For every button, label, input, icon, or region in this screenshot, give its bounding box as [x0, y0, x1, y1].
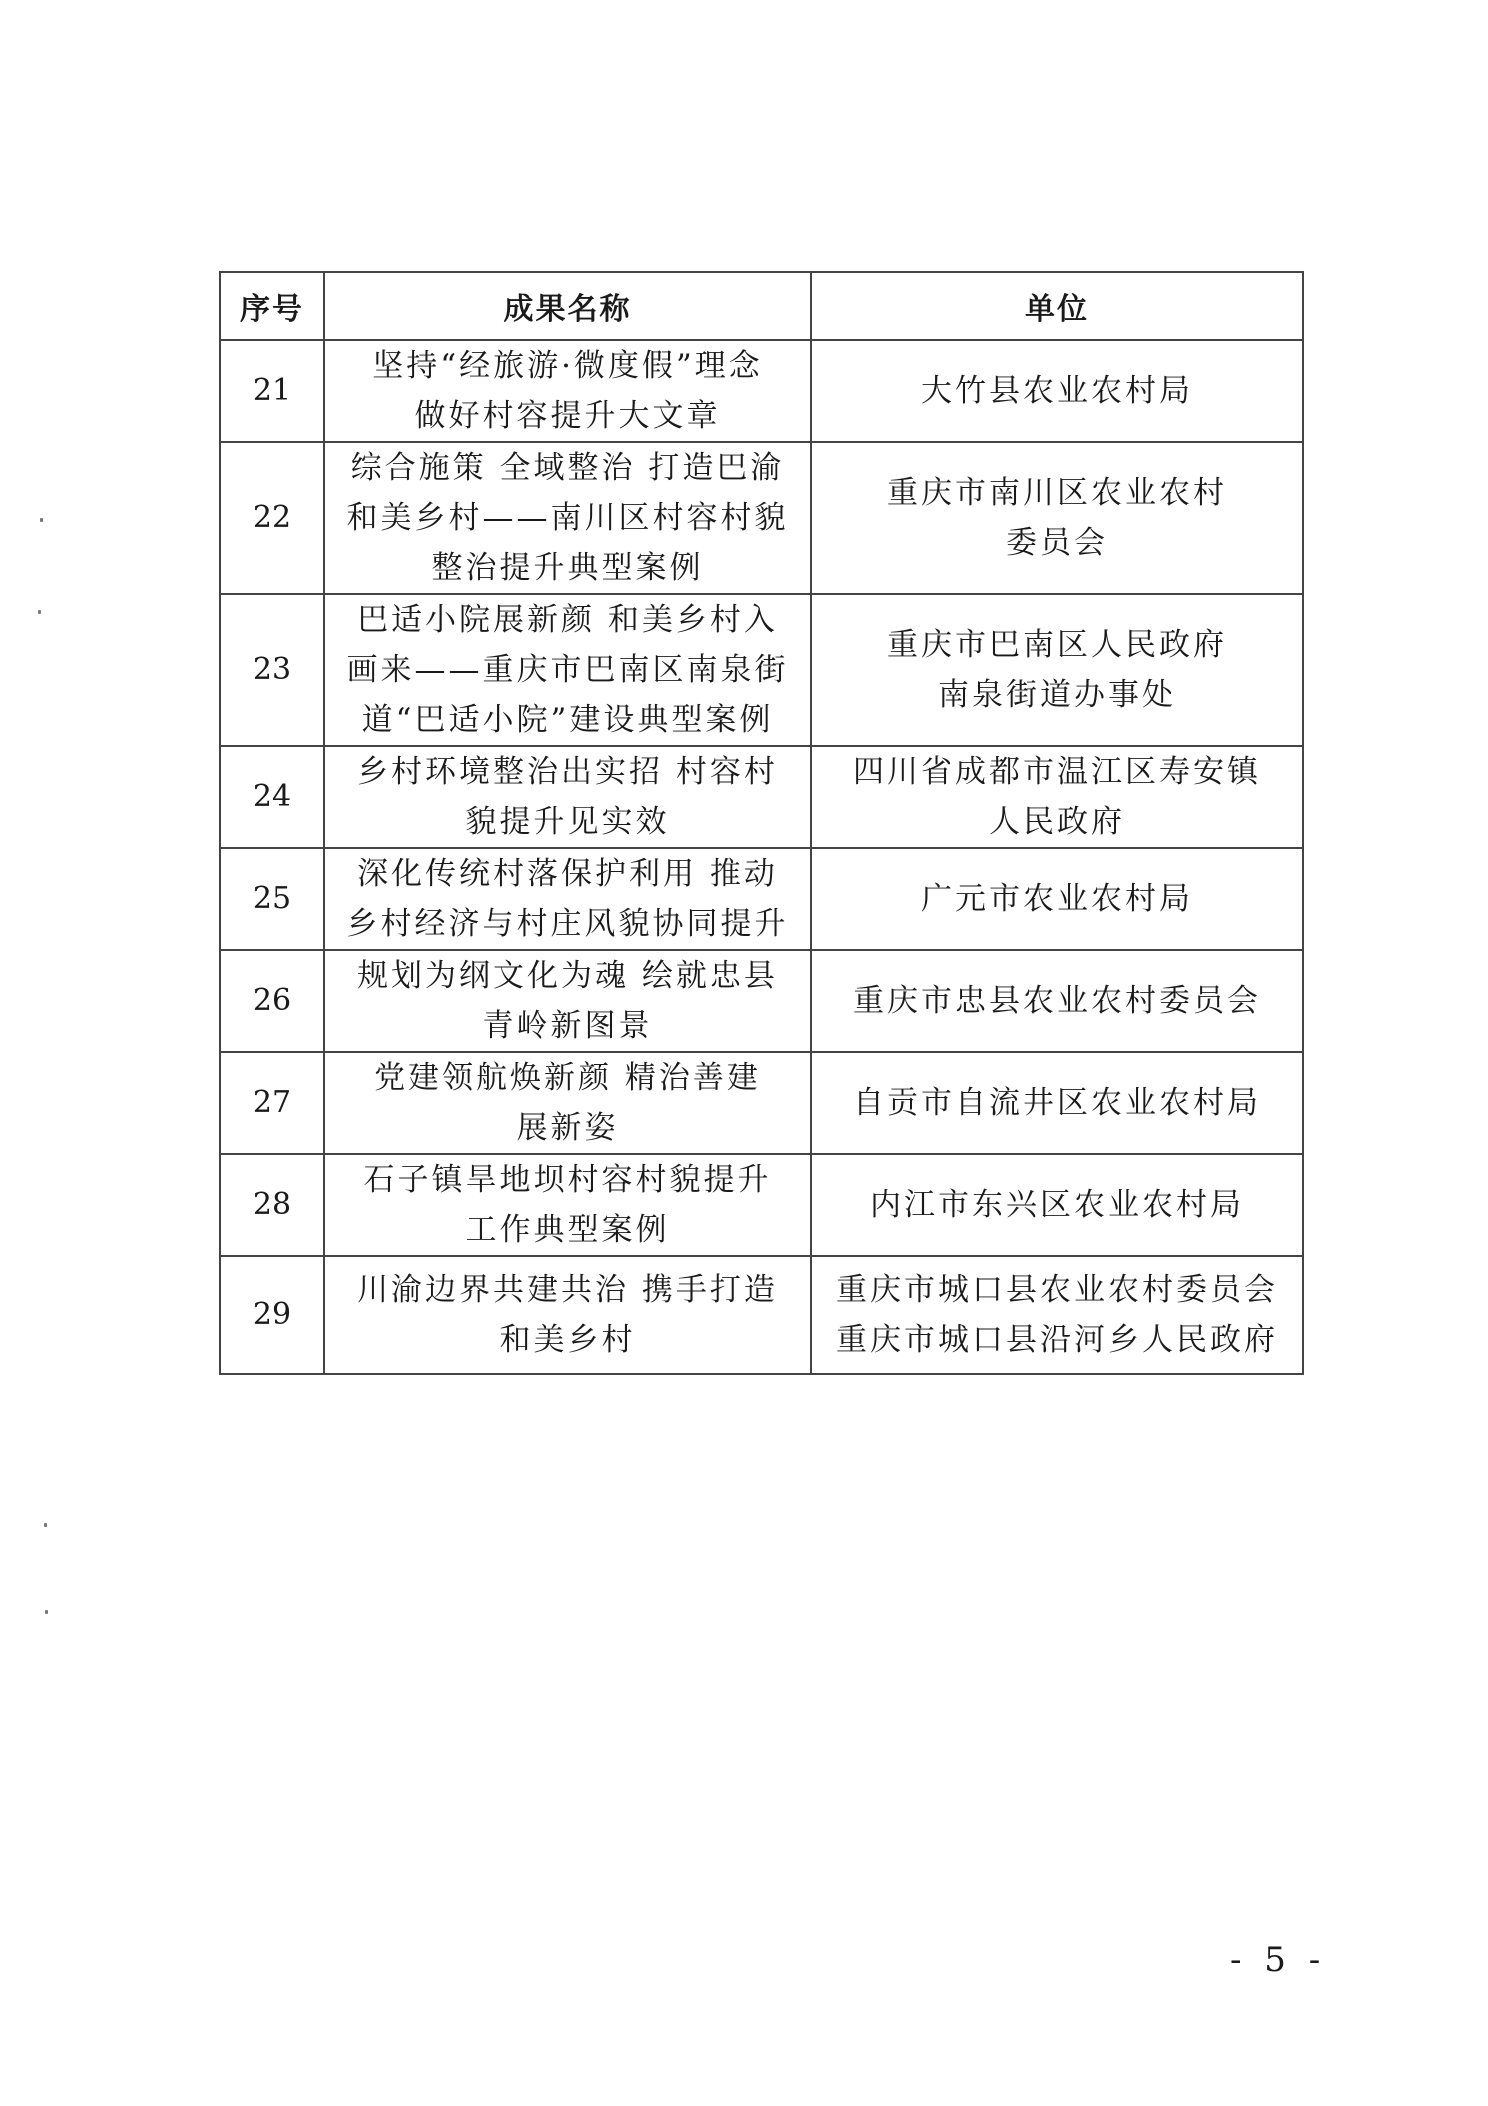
table-row [220, 950, 1303, 1052]
unit-line: 重庆市城口县农业农村委员会 [836, 1272, 1278, 1308]
cell-name [324, 848, 811, 950]
unit-line: 四川省成都市温江区寿安镇 [853, 754, 1261, 790]
name-line: 和美乡村 [499, 1322, 636, 1358]
cell-seq: 23 [220, 594, 324, 746]
unit-line: 重庆市南川区农业农村 [887, 475, 1227, 511]
name-line: 石子镇旱地坝村容村貌提升 [363, 1162, 772, 1198]
cell-unit [811, 848, 1303, 950]
cell-name [324, 594, 811, 746]
name-line: 巴适小院展新颜 和美乡村入 [357, 602, 778, 638]
name-line: 青岭新图景 [482, 1008, 653, 1044]
scan-speck [40, 518, 43, 522]
unit-line: 重庆市巴南区人民政府 [887, 627, 1227, 663]
name-line: 综合施策 全域整治 打造巴渝 [350, 450, 785, 486]
unit-line: 自贡市自流井区农业农村局 [853, 1085, 1261, 1121]
name-line: 党建领航焕新颜 精治善建 [374, 1060, 761, 1096]
cell-name [324, 442, 811, 594]
cell-unit [811, 1052, 1303, 1154]
unit-line: 委员会 [1006, 525, 1108, 561]
cell-seq: 24 [220, 746, 324, 848]
unit-line: 重庆市忠县农业农村委员会 [853, 983, 1261, 1019]
table-header-row [220, 272, 1303, 340]
cell-seq: 28 [220, 1154, 324, 1256]
name-line: 貌提升见实效 [465, 804, 670, 840]
name-line: 深化传统村落保护利用 推动 [357, 856, 778, 892]
cell-seq: 22 [220, 442, 324, 594]
unit-line: 广元市农业农村局 [921, 881, 1193, 917]
table-row [220, 1052, 1303, 1154]
cell-unit [811, 340, 1303, 442]
name-line: 坚持“经旅游·微度假”理念 [372, 348, 763, 384]
scan-speck [38, 610, 41, 614]
table-row [220, 340, 1303, 442]
table-row [220, 746, 1303, 848]
name-line: 道“巴适小院”建设典型案例 [361, 702, 774, 738]
scan-speck [44, 1523, 47, 1527]
name-line: 做好村容提升大文章 [414, 398, 721, 434]
unit-line: 南泉街道办事处 [938, 677, 1176, 713]
name-line: 和美乡村——南川区村容村貌 [346, 500, 789, 536]
unit-line: 内江市东兴区农业农村局 [870, 1187, 1244, 1223]
cell-unit [811, 1256, 1303, 1374]
cell-seq: 29 [220, 1256, 324, 1374]
cell-unit [811, 594, 1303, 746]
name-line: 画来——重庆市巴南区南泉街 [346, 652, 789, 688]
table-row [220, 1256, 1303, 1374]
cell-unit [811, 1154, 1303, 1256]
name-line: 乡村经济与村庄风貌协同提升 [346, 906, 789, 942]
cell-unit [811, 950, 1303, 1052]
cell-seq: 27 [220, 1052, 324, 1154]
cell-unit [811, 442, 1303, 594]
unit-line: 重庆市城口县沿河乡人民政府 [836, 1322, 1278, 1358]
name-line: 整治提升典型案例 [431, 550, 704, 586]
header-unit: 单位 [811, 272, 1303, 340]
cell-seq: 25 [220, 848, 324, 950]
scan-speck [45, 1610, 48, 1614]
cell-name [324, 1256, 811, 1374]
name-line: 川渝边界共建共治 携手打造 [357, 1272, 778, 1308]
name-line: 规划为纲文化为魂 绘就忠县 [357, 958, 778, 994]
results-table [219, 271, 1304, 1375]
header-seq: 序号 [220, 272, 324, 340]
cell-name [324, 1052, 811, 1154]
cell-seq: 21 [220, 340, 324, 442]
header-name: 成果名称 [324, 272, 811, 340]
table-row [220, 1154, 1303, 1256]
table-row [220, 442, 1303, 594]
unit-line: 大竹县农业农村局 [921, 373, 1193, 409]
page-number: - 5 - [1230, 1940, 1327, 1980]
name-line: 乡村环境整治出实招 村容村 [357, 754, 778, 790]
cell-name [324, 746, 811, 848]
cell-name [324, 950, 811, 1052]
cell-name [324, 1154, 811, 1256]
name-line: 展新姿 [516, 1110, 619, 1146]
unit-line: 人民政府 [989, 804, 1125, 840]
cell-name [324, 340, 811, 442]
table-row [220, 848, 1303, 950]
name-line: 工作典型案例 [465, 1212, 670, 1248]
table-body [220, 340, 1303, 1374]
cell-unit [811, 746, 1303, 848]
table-row [220, 594, 1303, 746]
cell-seq: 26 [220, 950, 324, 1052]
